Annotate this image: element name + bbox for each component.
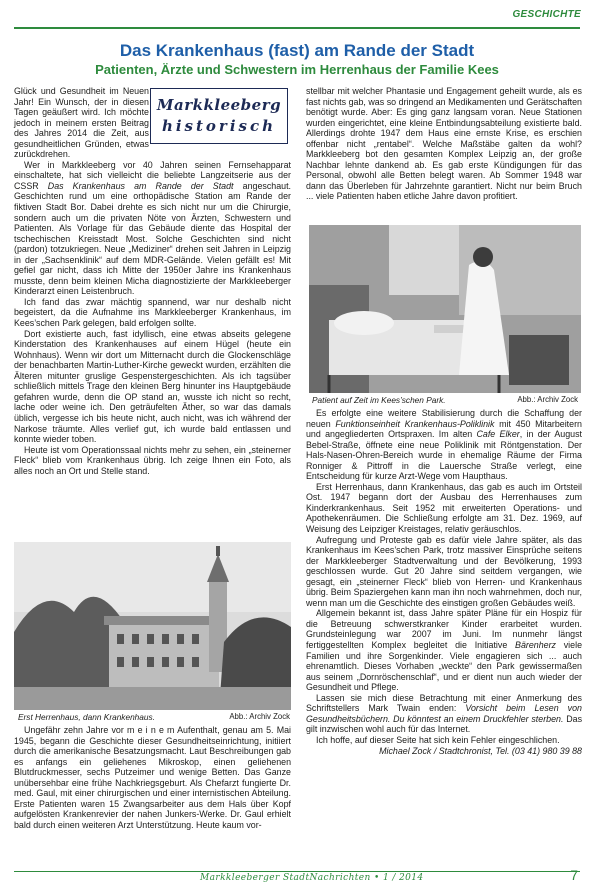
paragraph-closing: Ich hoffe, auf dieser Seite hat sich kein Fehler eingeschlichen. — [316, 734, 560, 745]
article-subtitle: Patienten, Ärzte und Schwestern im Herrenhaus der Familie Kees — [95, 62, 499, 77]
author-signature: Michael Zock / Stadtchronist, Tel. (03 41) 980 39 88 — [379, 745, 582, 756]
logo-line-1: Markkleeberg — [156, 96, 282, 114]
patient-photo — [309, 225, 581, 393]
paragraph-tv-series: Wer in Markkleeberg vor 40 Jahren seinen Fernsehapparat einschaltete, hat sich vielleicht die beliebte Langzeitserie aus der CSSR Das Krankenhaus am Rande der Stadt angeschaut. Geschichten rund um eine orthopädische Station am Rande der fiktiven Stadt Bor. Dabei drehte es sich nicht nur um die Chirurgie, sondern auch um die privaten Nöte von Ärzten, Schwestern und Patienten. Als Vorlage für das Gebäude diente das Hospital der tschechischen Kreisstadt Most. Solche Geschichten sind nicht (pardon) totzukriegen. Neue „Mediziner“ drehen seit Jahren in Leipzig in der „Sachsenklinik“ auf dem MDR-Gelände. Vielen gefällt es! Mit gefiel gar nicht, dass ich Mitte der 1950er Jahre ins Krankenhaus musste, denn beim kleinen Micha diagnostizierte der Markkleeberger Kinderarzt einen Leistenbruch. — [14, 159, 291, 297]
paragraph-closure: Aufregung und Proteste gab es dafür viele Jahre später, als das Krankenhaus im Kees’schen Park, trotz massiver Einsprüche seitens der Markkleeberger Stadtverwaltung und der Bevölkerung, 1993 geschlossen wurde. Gut 20 Jahre sind seitdem vergangen, wie gesagt, ein „steinerner Fleck“ blieb von Herren- und Krankenhaus übrig. Beim Spaziergehen kann man ihn noch wahrnehmen, doch nur, wenn man um die Geschichte des einstigen großen Gebäudes weiß. — [306, 534, 582, 608]
page-number: 7 — [570, 867, 578, 883]
markkleeberg-historisch-logo — [150, 88, 288, 144]
patient-room-illustration — [309, 225, 581, 393]
left-photo-caption: Erst Herrenhaus, dann Krankenhaus. — [18, 712, 155, 722]
series-title: Das Krankenhaus am Rande der Stadt — [47, 180, 234, 191]
right-photo-caption: Patient auf Zeit im Kees’schen Park. — [312, 395, 446, 405]
header-rule — [14, 27, 580, 29]
section-label: GESCHICHTE — [512, 9, 581, 20]
article-title: Das Krankenhaus (fast) am Rande der Stadt — [119, 41, 475, 60]
footer-rule — [14, 871, 580, 872]
paragraph-ortsteil-ost: Erst Herrenhaus, dann Krankenhaus, das gab es auch im Ortsteil Ost. 1947 begann dort der Ausbau des Herrenhauses zum Kinderkrankenhaus. Seit 1952 mit erweiterten Operations- und Apothekenräumen. Die Schließung erfolgte am 31. Dez. 1969, auf Weisung des Leipziger Kreistages, relativ geräuschlos. — [306, 481, 582, 535]
paragraph-admission: Ich fand das zwar mächtig spannend, war nur deshalb nicht begeistert, da die Aufnahme ins Markkleeberger Krankenhaus, im Kees’schen Park gelegen, bald erfolgen sollte. — [14, 296, 291, 329]
paragraph-mark-twain: Lassen sie mich diese Betrachtung mit einer Anmerkung des Schriftstellers Mark Twain enden: Vorsicht beim Lesen von Gesundheitsbüchern. Du könntest an einem Druckfehler sterben. Das gilt inzwischen wohl auch für das Internet. — [306, 692, 583, 735]
logo-line-2: historisch — [161, 117, 277, 135]
publication-footer: Markkleeberger StadtNachrichten • 1 / 2014 — [200, 873, 424, 883]
right-column-lower — [306, 408, 582, 756]
hospital-building-illustration — [14, 542, 291, 710]
right-photo-credit: Abb.: Archiv Zock — [517, 395, 578, 404]
paragraph-childrens-ward: Dort existierte auch, fast idyllisch, eine etwas abseits gelegene Kinderstation des Krankenhauses auf einem Hügel (heute ein Wohnhaus). Wenn wir dort um Mitternacht durch die Glockenschläge der benachbarten Martin-Luther-Kirche geweckt wurden, erzählten die Älteren mitunter gruslige Gespenstergeschichten. Als ich tagsüber schließlich mittels Trage den kleinen Berg hinunter ins Hauptgebäude gefahren wurde, denn die OP stand an, wusste ich nicht so recht, lache oder weine ich. Den geträufelten Äther, so war das damals üblich, vergesse ich bis heute nicht, auch nicht, was ich während der Narkose träumte. Alles verlief gut, ich wurde bald entlassen und konnte wieder toben. — [14, 328, 291, 445]
intro-paragraph: Glück und Gesundheit im Neuen Jahr! Ein Wunsch, der in diesen Tagen geäußert wird. Ich möchte jedoch in meinem ersten Beitrag des Jahres 2014 die Zeit, aus gesundheitlichen Gründen, etwas zurückdrehen. — [14, 86, 149, 160]
paragraph-continuation: stellbar mit welcher Phantasie und Engagement geheilt wurde, als es fast nichts gab, was so dringend an Medikamenten und Gerätschaften benötigt wurde. Aber: Es ging ganz langsam voran. Neue Stationen wurden eingerichtet, eine kleine Entbindungsabteilung existierte bald. Allerdings drohte 1947 dem Haus eine ernste Krise, es erschien offenbar nicht „rentabel“. Welche Maßstäbe galten da wohl? Markkleeberg bot den gesamten Komplex Leipzig an, der große Nachbar lehnte dankend ab. Es gab erste Kündigungen für das Personal, obwohl alle Betten belegt waren. Ab Sommer 1948 war dann das Überleben für Jahrzehnte garantiert. Nicht nur beim Bruch ... viele Patienten haben etliche Jahre davon profitiert. — [306, 86, 582, 202]
left-column-upper — [14, 86, 291, 476]
paragraph-hospice: Allgemein bekannt ist, dass Jahre später Pläne für ein Hospiz für die Betreuung schwerstkranker Kinder erarbeitet wurden. Grundsteinlegung war 2007 im Juni. Im nunmehr längst fertiggestellten Komplex begleitet die Initiative Bärenherz viele Familien und ihre Sorgenkinder. Viele engagieren sich ... auch ehrenamtlich. Dieses Vorhaben „weckte“ den Park gewissermaßen aus seinem „Dornröschenschlaf“, und er dient nun auch wieder der Gesundheit und Pflege. — [306, 608, 582, 693]
left-photo-credit: Abb.: Archiv Zock — [229, 712, 290, 721]
paragraph-founding: Ungefähr zehn Jahre vor m e i n e m Aufenthalt, genau am 5. Mai 1945, begann die Geschichte dieser Gesundheitseinrichtung, initiiert durch die amerikanische Besatzungsmacht. Laut Beschreibungen gab es anfangs ein geliehenes Mikroskop, einen geliehenen Blutdruckmesser, sechs Putzeimer und wenige Betten. Das Ganze unübersehbar eine frühe Nachkriegsgeburt. Als Chefarzt fungierte Dr. med. Gaul, mit einer chirurgischen und einer internistischen Abteilung. Erste Patienten waren 15 Zwangsarbeiter aus dem Hals über Kopf aufgelösten Krankenrevier der nahen Junkers-Werke. Dr. Gaul erhielt bald durch einen weiteren Arzt Unterstützung. Heute kaum vor- — [14, 725, 291, 830]
hospital-building-photo — [14, 542, 291, 710]
paragraph-today: Heute ist vom Operationssaal nichts mehr zu sehen, ein „steinerner Fleck“ blieb vom Krankenhaus übrig. Ich zeige Ihnen ein Foto, als alles noch an Ort und Stelle stand. — [14, 444, 291, 476]
right-column-upper — [306, 86, 582, 202]
paragraph-poliklinik: Es erfolgte eine weitere Stabilisierung durch die Schaffung der neuen Funktionseinheit Krankenhaus-Poliklinik mit 450 Mitarbeitern und angegliederten Ortspraxen. Im alten Cafe Elker, in der August Bebel-Straße, öffnete eine neue Poliklinik mit Röntgenstation. Der Hals-Nasen-Ohren-Bereich wurde in ehemalige Räume der Firma Ronniger & Pittroff in die Lauersche Straße verlegt, eine Entscheidung für kurze Arzt-Wege vom Haupthaus. — [306, 408, 582, 482]
left-column-lower — [14, 725, 291, 830]
